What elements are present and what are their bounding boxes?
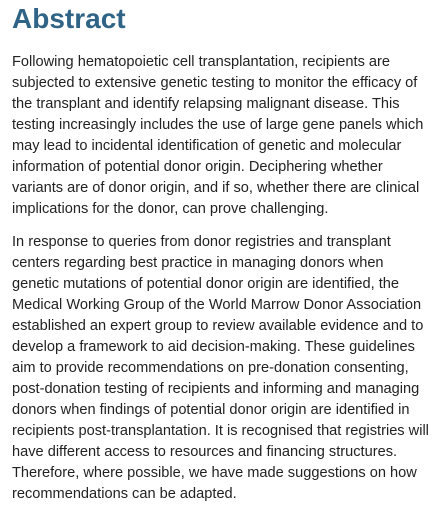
abstract-heading: Abstract: [12, 3, 126, 34]
abstract-paragraph-2: In response to queries from donor registries and transplant centers regarding best practice in managing donors when genetic mutations of potential donor origin are identified, the Medical Working Group of the World Marrow Donor Association established an expert group to review available evidence and to develop a framework to aid decision-making. These guidelines aim to provide recommendations on pre-donation consenting, post-donation testing of recipients and informing and managing donors when findings of potential donor origin are identified in recipients post-transplantation. It is recognised that registries will have different access to resources and financing structures. Therefore, where possible, we have made suggestions on how recommendations can be adapted.: [12, 234, 429, 502]
abstract-paragraph-1: Following hematopoietic cell transplantation, recipients are subjected to extensive genetic testing to monitor the efficacy of the transplant and identify relapsing malignant disease. This testing increasingly includes the use of large gene panels which may lead to incidental identification of genetic and molecular information of potential donor origin. Deciphering whether variants are of donor origin, and if so, whether there are clinical implications for the donor, can prove challenging.: [12, 54, 424, 217]
